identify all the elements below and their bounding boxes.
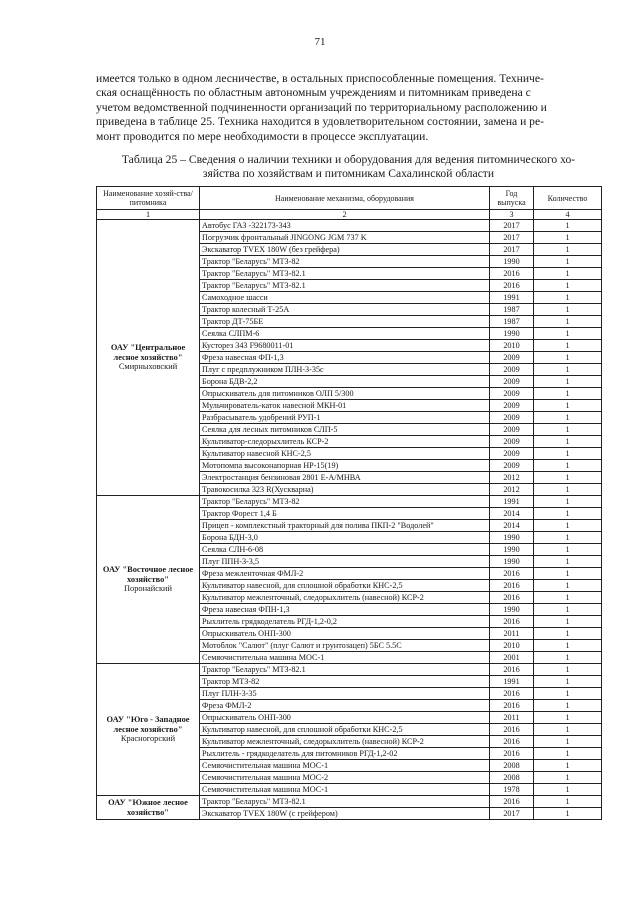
mechanism-cell: Экскаватор TVEX 180W (без грейфера)	[200, 244, 490, 256]
year-cell: 2016	[490, 580, 534, 592]
quantity-cell: 1	[534, 712, 602, 724]
quantity-cell: 1	[534, 628, 602, 640]
table-caption	[96, 153, 601, 181]
mechanism-cell: Экскаватор TVEX 180W (с грейфером)	[200, 808, 490, 820]
year-cell: 1990	[490, 604, 534, 616]
year-cell: 2009	[490, 364, 534, 376]
mechanism-cell: Борона БДН-3,0	[200, 532, 490, 544]
quantity-cell: 1	[534, 748, 602, 760]
mechanism-cell: Культиватор навесной КНС-2,5	[200, 448, 490, 460]
quantity-cell: 1	[534, 376, 602, 388]
quantity-cell: 1	[534, 424, 602, 436]
year-cell: 2017	[490, 244, 534, 256]
quantity-cell: 1	[534, 700, 602, 712]
year-cell: 2017	[490, 808, 534, 820]
mechanism-cell: Культиватор межленточный, следорыхлитель (навесной) КСР-2	[200, 592, 490, 604]
quantity-cell: 1	[534, 268, 602, 280]
org-name: ОАУ "Южное лесное хозяйство"	[108, 798, 188, 817]
intro-line: приведена в таблице 25. Техника находится в удовлетворительном состоянии, замена и ре-	[96, 115, 544, 129]
mechanism-cell: Плуг с предплужником ПЛН-3-35с	[200, 364, 490, 376]
mechanism-cell: Трактор МТЗ-82	[200, 676, 490, 688]
quantity-cell: 1	[534, 760, 602, 772]
intro-line: монт проводится по мере необходимости в процессе эксплуатации.	[96, 129, 429, 143]
column-number: 3	[490, 210, 534, 220]
mechanism-cell: Фреза навесная ФПН-1,3	[200, 604, 490, 616]
column-number: 1	[97, 210, 200, 220]
mechanism-cell: Фреза ФМЛ-2	[200, 700, 490, 712]
quantity-cell: 1	[534, 496, 602, 508]
quantity-cell: 1	[534, 508, 602, 520]
quantity-cell: 1	[534, 472, 602, 484]
mechanism-cell: Трактор "Беларусь" МТЗ-82.1	[200, 796, 490, 808]
mechanism-cell: Сеялка для лесных питомников СЛП-5	[200, 424, 490, 436]
quantity-cell: 1	[534, 736, 602, 748]
org-cell	[97, 220, 200, 496]
quantity-cell: 1	[534, 580, 602, 592]
quantity-cell: 1	[534, 532, 602, 544]
year-cell: 2009	[490, 352, 534, 364]
quantity-cell: 1	[534, 652, 602, 664]
mechanism-cell: Прицеп - комплекстный тракторный для полива ПКП-2 "Водолей"	[200, 520, 490, 532]
quantity-cell: 1	[534, 796, 602, 808]
table-body	[97, 220, 602, 820]
year-cell: 1987	[490, 316, 534, 328]
mechanism-cell: Разбрасыватель удобрений РУП-1	[200, 412, 490, 424]
quantity-cell: 1	[534, 388, 602, 400]
year-cell: 2009	[490, 424, 534, 436]
quantity-cell: 1	[534, 808, 602, 820]
org-cell	[97, 664, 200, 796]
header-org: Наименование хозяй-ства/питомника	[97, 187, 200, 210]
header-year: Год выпуска	[490, 187, 534, 210]
year-cell: 2016	[490, 616, 534, 628]
year-cell: 1990	[490, 556, 534, 568]
mechanism-cell: Мотоблок "Салют" (плуг Салют и грунтозацеп) 5БС 5.5С	[200, 640, 490, 652]
caption-line: зяйства по хозяйствам и питомникам Сахалинской области	[202, 167, 495, 180]
year-cell: 1978	[490, 784, 534, 796]
quantity-cell: 1	[534, 352, 602, 364]
mechanism-cell: Трактор ДТ-75БЕ	[200, 316, 490, 328]
mechanism-cell: Культиватор межленточный, следорыхлитель (навесной) КСР-2	[200, 736, 490, 748]
year-cell: 2014	[490, 508, 534, 520]
intro-line: учетом ведомственной подчиненности организаций по территориальному расположению и	[96, 100, 547, 114]
mechanism-cell: Опрыскиватель ОНП-300	[200, 628, 490, 640]
quantity-cell: 1	[534, 616, 602, 628]
quantity-cell: 1	[534, 364, 602, 376]
year-cell: 2012	[490, 484, 534, 496]
quantity-cell: 1	[534, 316, 602, 328]
quantity-cell: 1	[534, 484, 602, 496]
mechanism-cell: Семяочистительна машина МОС-1	[200, 652, 490, 664]
quantity-cell: 1	[534, 328, 602, 340]
quantity-cell: 1	[534, 604, 602, 616]
mechanism-cell: Трактор "Беларусь" МТЗ-82.1	[200, 280, 490, 292]
equipment-table	[96, 186, 602, 820]
year-cell: 2017	[490, 220, 534, 232]
org-name: ОАУ "Восточное лесное хозяйство"	[102, 565, 194, 584]
year-cell: 1991	[490, 496, 534, 508]
year-cell: 2009	[490, 412, 534, 424]
org-cell	[97, 496, 200, 664]
year-cell: 2016	[490, 664, 534, 676]
mechanism-cell: Кусторез 343 F9680011-01	[200, 340, 490, 352]
year-cell: 2012	[490, 472, 534, 484]
column-number: 2	[200, 210, 490, 220]
year-cell: 2011	[490, 628, 534, 640]
year-cell: 1990	[490, 544, 534, 556]
mechanism-cell: Трактор "Беларусь" МТЗ-82.1	[200, 268, 490, 280]
quantity-cell: 1	[534, 544, 602, 556]
mechanism-cell: Трактор "Беларусь" МТЗ-82	[200, 496, 490, 508]
header-quantity: Количество	[534, 187, 602, 210]
quantity-cell: 1	[534, 232, 602, 244]
year-cell: 2001	[490, 652, 534, 664]
org-city: Красногорский	[120, 734, 176, 744]
page-number: 71	[314, 36, 326, 48]
year-cell: 2016	[490, 724, 534, 736]
quantity-cell: 1	[534, 220, 602, 232]
quantity-cell: 1	[534, 556, 602, 568]
mechanism-cell: Трактор "Беларусь" МТЗ-82	[200, 256, 490, 268]
table-row	[97, 220, 602, 232]
mechanism-cell: Семяочистительная машина МОС-1	[200, 784, 490, 796]
quantity-cell: 1	[534, 772, 602, 784]
quantity-cell: 1	[534, 520, 602, 532]
year-cell: 2010	[490, 640, 534, 652]
quantity-cell: 1	[534, 676, 602, 688]
quantity-cell: 1	[534, 412, 602, 424]
year-cell: 2016	[490, 700, 534, 712]
mechanism-cell: Опрыскиватель ОНП-300	[200, 712, 490, 724]
year-cell: 2016	[490, 736, 534, 748]
org-name: ОАУ "Центральное лесное хозяйство"	[110, 343, 186, 362]
year-cell: 1991	[490, 292, 534, 304]
year-cell: 2008	[490, 772, 534, 784]
table-row	[97, 496, 602, 508]
mechanism-cell: Мотопомпа высоконапорная НР-15(19)	[200, 460, 490, 472]
org-name: ОАУ "Юго - Западное лесное хозяйство"	[106, 715, 190, 734]
mechanism-cell: Фреза межленточная ФМЛ-2	[200, 568, 490, 580]
column-number: 4	[534, 210, 602, 220]
mechanism-cell: Электростанция бензиновая 2801 Е-А/МНВА	[200, 472, 490, 484]
year-cell: 2008	[490, 760, 534, 772]
intro-line: ская оснащённость по областным автономным учреждениям и питомникам приведена с	[96, 86, 531, 100]
mechanism-cell: Культиватор-следорыхлитель КСР-2	[200, 436, 490, 448]
year-cell: 1990	[490, 328, 534, 340]
mechanism-cell: Трактор "Беларусь" МТЗ-82.1	[200, 664, 490, 676]
mechanism-cell: Борона БДВ-2,2	[200, 376, 490, 388]
mechanism-cell: Мульчирователь-каток навесной МКН-01	[200, 400, 490, 412]
quantity-cell: 1	[534, 244, 602, 256]
year-cell: 2011	[490, 712, 534, 724]
year-cell: 1990	[490, 256, 534, 268]
table-row	[97, 796, 602, 808]
year-cell: 2009	[490, 388, 534, 400]
org-city: Смирныховский	[118, 362, 178, 372]
quantity-cell: 1	[534, 664, 602, 676]
mechanism-cell: Трактор Форест 1,4 Б	[200, 508, 490, 520]
intro-line: имеется только в одном лесничестве, в остальных приспособленные помещения. Техниче-	[96, 72, 544, 85]
year-cell: 2016	[490, 796, 534, 808]
quantity-cell: 1	[534, 256, 602, 268]
year-cell: 2016	[490, 280, 534, 292]
quantity-cell: 1	[534, 784, 602, 796]
year-cell: 2016	[490, 268, 534, 280]
year-cell: 2014	[490, 520, 534, 532]
mechanism-cell: Культиватор навесной, для сплошной обработки КНС-2,5	[200, 724, 490, 736]
mechanism-cell: Плуг ПЛН-3-35	[200, 688, 490, 700]
mechanism-cell: Самоходное шасси	[200, 292, 490, 304]
intro-paragraph	[96, 72, 601, 144]
quantity-cell: 1	[534, 304, 602, 316]
mechanism-cell: Культиватор навесной, для сплошной обработки КНС-2,5	[200, 580, 490, 592]
mechanism-cell: Травокосилка 323 R(Хускварна)	[200, 484, 490, 496]
year-cell: 2009	[490, 436, 534, 448]
table-row	[97, 664, 602, 676]
mechanism-cell: Рыхлитель грядкоделатель РГД-1,2-0,2	[200, 616, 490, 628]
mechanism-cell: Фреза навесная ФП-1,3	[200, 352, 490, 364]
quantity-cell: 1	[534, 340, 602, 352]
header-mechanism: Наименование механизма, оборудования	[200, 187, 490, 210]
org-city: Поронайский	[123, 584, 173, 594]
quantity-cell: 1	[534, 592, 602, 604]
quantity-cell: 1	[534, 280, 602, 292]
quantity-cell: 1	[534, 640, 602, 652]
year-cell: 2017	[490, 232, 534, 244]
year-cell: 2009	[490, 448, 534, 460]
year-cell: 2009	[490, 376, 534, 388]
quantity-cell: 1	[534, 436, 602, 448]
year-cell: 1987	[490, 304, 534, 316]
mechanism-cell: Плуг ППН-3-3,5	[200, 556, 490, 568]
year-cell: 1991	[490, 676, 534, 688]
quantity-cell: 1	[534, 568, 602, 580]
column-number-row	[97, 210, 602, 220]
quantity-cell: 1	[534, 400, 602, 412]
mechanism-cell: Опрыскиватель для питомников ОЛП 5/300	[200, 388, 490, 400]
quantity-cell: 1	[534, 292, 602, 304]
mechanism-cell: Рыхлитель - грядкоделатель для питомников РГД-1,2-02	[200, 748, 490, 760]
quantity-cell: 1	[534, 688, 602, 700]
mechanism-cell: Сеялка СЛН-6-08	[200, 544, 490, 556]
year-cell: 2009	[490, 460, 534, 472]
mechanism-cell: Семяочистительная машина МОС-2	[200, 772, 490, 784]
year-cell: 2009	[490, 400, 534, 412]
quantity-cell: 1	[534, 724, 602, 736]
mechanism-cell: Семяочистительная машина МОС-1	[200, 760, 490, 772]
year-cell: 1990	[490, 532, 534, 544]
year-cell: 2016	[490, 568, 534, 580]
year-cell: 2016	[490, 592, 534, 604]
quantity-cell: 1	[534, 448, 602, 460]
header-row	[97, 187, 602, 210]
mechanism-cell: Автобус ГАЗ -322173-343	[200, 220, 490, 232]
quantity-cell: 1	[534, 460, 602, 472]
year-cell: 2016	[490, 748, 534, 760]
mechanism-cell: Трактор колесный Т-25А	[200, 304, 490, 316]
year-cell: 2010	[490, 340, 534, 352]
caption-line: Таблица 25 – Сведения о наличии техники и оборудования для ведения питомнического хо-	[121, 153, 576, 166]
year-cell: 2016	[490, 688, 534, 700]
mechanism-cell: Сеялка СЛПМ-6	[200, 328, 490, 340]
mechanism-cell: Погрузчик фронтальный JINGONG JGM 737 K	[200, 232, 490, 244]
org-cell	[97, 796, 200, 820]
